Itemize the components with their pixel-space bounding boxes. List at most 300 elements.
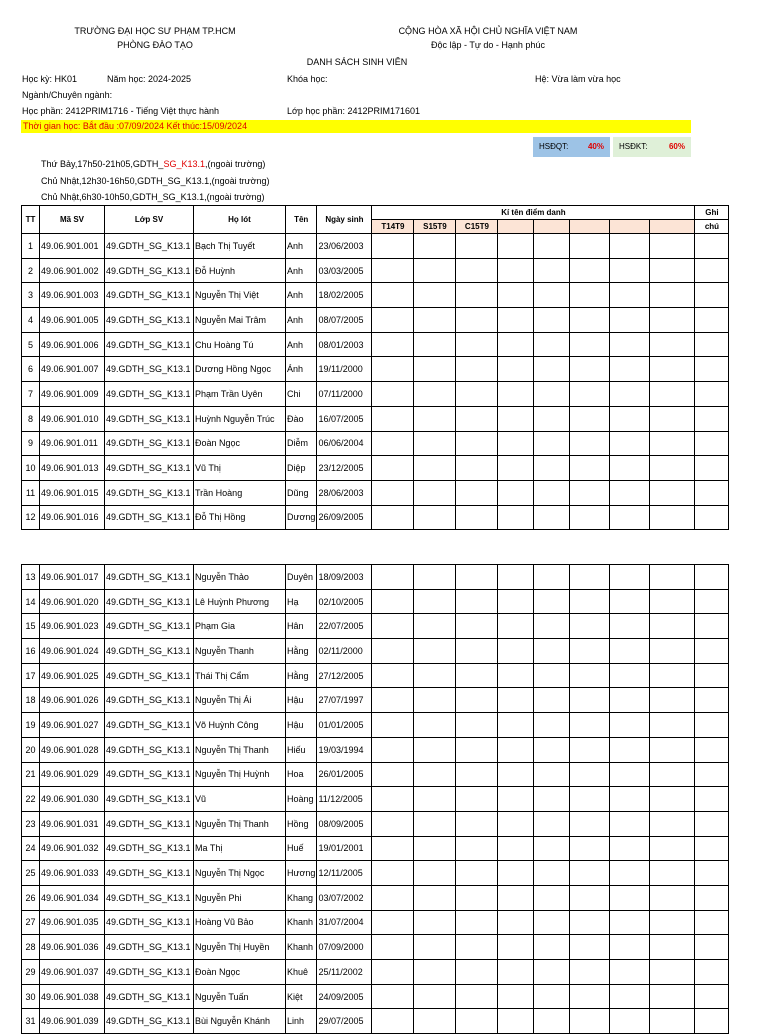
signature-cell[interactable] — [534, 737, 570, 762]
signature-cell[interactable] — [610, 885, 650, 910]
signature-cell[interactable] — [372, 382, 414, 407]
signature-cell[interactable] — [650, 984, 695, 1009]
signature-cell[interactable] — [414, 861, 456, 886]
signature-cell[interactable] — [534, 836, 570, 861]
signature-cell[interactable] — [534, 713, 570, 738]
signature-cell[interactable] — [610, 984, 650, 1009]
signature-cell[interactable] — [534, 308, 570, 333]
signature-cell[interactable] — [414, 258, 456, 283]
signature-cell[interactable] — [414, 456, 456, 481]
signature-cell[interactable] — [570, 787, 610, 812]
signature-cell[interactable] — [610, 258, 650, 283]
signature-cell[interactable] — [498, 480, 534, 505]
signature-cell[interactable] — [534, 505, 570, 530]
signature-cell[interactable] — [570, 737, 610, 762]
note-cell[interactable] — [695, 406, 729, 431]
signature-cell[interactable] — [610, 935, 650, 960]
signature-cell[interactable] — [650, 762, 695, 787]
signature-cell[interactable] — [498, 456, 534, 481]
signature-cell[interactable] — [534, 565, 570, 590]
signature-cell[interactable] — [610, 406, 650, 431]
signature-cell[interactable] — [414, 283, 456, 308]
signature-cell[interactable] — [650, 565, 695, 590]
table-row — [22, 357, 729, 382]
signature-cell[interactable] — [456, 663, 498, 688]
signature-cell[interactable] — [498, 406, 534, 431]
signature-cell[interactable] — [610, 787, 650, 812]
signature-cell[interactable] — [534, 614, 570, 639]
signature-cell[interactable] — [650, 935, 695, 960]
signature-cell[interactable] — [650, 505, 695, 530]
note-cell[interactable] — [695, 234, 729, 259]
signature-cell[interactable] — [570, 984, 610, 1009]
note-cell[interactable] — [695, 713, 729, 738]
signature-cell[interactable] — [372, 234, 414, 259]
signature-cell[interactable] — [650, 589, 695, 614]
signature-cell[interactable] — [570, 639, 610, 664]
signature-cell[interactable] — [372, 505, 414, 530]
note-cell[interactable] — [695, 332, 729, 357]
signature-cell[interactable] — [414, 308, 456, 333]
student-id: 49.06.901.035 — [40, 910, 105, 935]
signature-cell[interactable] — [650, 308, 695, 333]
signature-cell[interactable] — [534, 382, 570, 407]
signature-cell[interactable] — [372, 639, 414, 664]
signature-cell[interactable] — [570, 762, 610, 787]
signature-cell[interactable] — [414, 787, 456, 812]
signature-cell[interactable] — [456, 984, 498, 1009]
signature-cell[interactable] — [414, 737, 456, 762]
student-first-name: Hạ — [286, 589, 317, 614]
signature-cell[interactable] — [456, 639, 498, 664]
signature-cell[interactable] — [414, 762, 456, 787]
signature-cell[interactable] — [534, 861, 570, 886]
signature-cell[interactable] — [650, 787, 695, 812]
student-class: 49.GDTH_SG_K13.1 — [105, 885, 194, 910]
signature-cell[interactable] — [498, 787, 534, 812]
signature-cell[interactable] — [610, 1009, 650, 1034]
signature-cell[interactable] — [498, 688, 534, 713]
signature-cell[interactable] — [534, 258, 570, 283]
signature-cell[interactable] — [498, 713, 534, 738]
signature-cell[interactable] — [456, 737, 498, 762]
signature-cell[interactable] — [498, 258, 534, 283]
note-cell[interactable] — [695, 614, 729, 639]
signature-cell[interactable] — [650, 234, 695, 259]
note-cell[interactable] — [695, 935, 729, 960]
signature-cell[interactable] — [610, 713, 650, 738]
student-birthdate: 07/09/2000 — [317, 935, 372, 960]
signature-cell[interactable] — [570, 565, 610, 590]
signature-cell[interactable] — [570, 406, 610, 431]
note-cell[interactable] — [695, 589, 729, 614]
signature-cell[interactable] — [534, 787, 570, 812]
note-cell[interactable] — [695, 787, 729, 812]
signature-cell[interactable] — [498, 382, 534, 407]
student-last-name: Thái Thị Cẩm — [194, 663, 286, 688]
signature-cell[interactable] — [372, 910, 414, 935]
signature-cell[interactable] — [534, 234, 570, 259]
student-id: 49.06.901.010 — [40, 406, 105, 431]
signature-cell[interactable] — [650, 811, 695, 836]
signature-cell[interactable] — [650, 885, 695, 910]
note-cell[interactable] — [695, 505, 729, 530]
signature-cell[interactable] — [372, 589, 414, 614]
signature-cell[interactable] — [534, 663, 570, 688]
student-class: 49.GDTH_SG_K13.1 — [105, 935, 194, 960]
signature-cell[interactable] — [372, 308, 414, 333]
signature-cell[interactable] — [372, 688, 414, 713]
signature-cell[interactable] — [610, 480, 650, 505]
signature-cell[interactable] — [372, 406, 414, 431]
signature-cell[interactable] — [372, 935, 414, 960]
signature-cell[interactable] — [534, 688, 570, 713]
signature-cell[interactable] — [534, 639, 570, 664]
signature-cell[interactable] — [570, 456, 610, 481]
student-tt: 6 — [22, 357, 40, 382]
signature-cell[interactable] — [456, 234, 498, 259]
signature-cell[interactable] — [456, 713, 498, 738]
signature-cell[interactable] — [650, 614, 695, 639]
signature-cell[interactable] — [650, 1009, 695, 1034]
signature-cell[interactable] — [534, 1009, 570, 1034]
signature-cell[interactable] — [456, 382, 498, 407]
student-class: 49.GDTH_SG_K13.1 — [105, 663, 194, 688]
signature-cell[interactable] — [456, 357, 498, 382]
signature-cell[interactable] — [456, 1009, 498, 1034]
signature-cell[interactable] — [456, 565, 498, 590]
signature-cell[interactable] — [498, 663, 534, 688]
signature-cell[interactable] — [570, 308, 610, 333]
signature-cell[interactable] — [414, 935, 456, 960]
signature-cell[interactable] — [650, 737, 695, 762]
signature-cell[interactable] — [610, 332, 650, 357]
signature-cell[interactable] — [498, 332, 534, 357]
signature-cell[interactable] — [414, 332, 456, 357]
signature-cell[interactable] — [570, 258, 610, 283]
signature-cell[interactable] — [534, 406, 570, 431]
signature-cell[interactable] — [456, 332, 498, 357]
note-cell[interactable] — [695, 811, 729, 836]
note-cell[interactable] — [695, 688, 729, 713]
signature-cell[interactable] — [650, 406, 695, 431]
signature-cell[interactable] — [372, 283, 414, 308]
signature-cell[interactable] — [456, 836, 498, 861]
signature-cell[interactable] — [372, 663, 414, 688]
signature-cell[interactable] — [650, 639, 695, 664]
signature-cell[interactable] — [372, 456, 414, 481]
signature-cell[interactable] — [456, 861, 498, 886]
signature-cell[interactable] — [372, 960, 414, 985]
signature-cell[interactable] — [650, 431, 695, 456]
signature-cell[interactable] — [570, 332, 610, 357]
signature-cell[interactable] — [610, 382, 650, 407]
signature-cell[interactable] — [498, 762, 534, 787]
signature-cell[interactable] — [650, 480, 695, 505]
signature-cell[interactable] — [414, 406, 456, 431]
note-cell[interactable] — [695, 565, 729, 590]
signature-cell[interactable] — [610, 234, 650, 259]
signature-cell[interactable] — [650, 382, 695, 407]
signature-cell[interactable] — [610, 960, 650, 985]
signature-cell[interactable] — [372, 836, 414, 861]
signature-cell[interactable] — [570, 836, 610, 861]
signature-cell[interactable] — [498, 836, 534, 861]
student-birthdate: 02/10/2005 — [317, 589, 372, 614]
signature-cell[interactable] — [610, 639, 650, 664]
signature-cell[interactable] — [650, 663, 695, 688]
signature-cell[interactable] — [414, 960, 456, 985]
signature-cell[interactable] — [372, 480, 414, 505]
signature-cell[interactable] — [372, 431, 414, 456]
note-cell[interactable] — [695, 910, 729, 935]
signature-cell[interactable] — [372, 565, 414, 590]
signature-cell[interactable] — [372, 861, 414, 886]
note-cell[interactable] — [695, 357, 729, 382]
signature-cell[interactable] — [498, 935, 534, 960]
signature-cell[interactable] — [498, 861, 534, 886]
signature-cell[interactable] — [372, 1009, 414, 1034]
signature-cell[interactable] — [414, 480, 456, 505]
signature-cell[interactable] — [610, 456, 650, 481]
signature-cell[interactable] — [570, 960, 610, 985]
signature-cell[interactable] — [498, 505, 534, 530]
session-header: T14T9 — [372, 220, 414, 234]
signature-cell[interactable] — [414, 357, 456, 382]
signature-cell[interactable] — [650, 836, 695, 861]
signature-cell[interactable] — [650, 910, 695, 935]
signature-cell[interactable] — [456, 431, 498, 456]
signature-cell[interactable] — [414, 431, 456, 456]
signature-cell[interactable] — [456, 480, 498, 505]
signature-cell[interactable] — [498, 565, 534, 590]
signature-cell[interactable] — [570, 688, 610, 713]
note-cell[interactable] — [695, 639, 729, 664]
signature-cell[interactable] — [610, 688, 650, 713]
signature-cell[interactable] — [414, 1009, 456, 1034]
note-cell[interactable] — [695, 258, 729, 283]
signature-cell[interactable] — [534, 589, 570, 614]
signature-cell[interactable] — [534, 984, 570, 1009]
signature-cell[interactable] — [456, 614, 498, 639]
signature-cell[interactable] — [456, 910, 498, 935]
signature-cell[interactable] — [456, 505, 498, 530]
signature-cell[interactable] — [650, 332, 695, 357]
signature-cell[interactable] — [498, 984, 534, 1009]
note-cell[interactable] — [695, 762, 729, 787]
signature-cell[interactable] — [456, 787, 498, 812]
signature-cell[interactable] — [498, 639, 534, 664]
signature-cell[interactable] — [570, 505, 610, 530]
signature-cell[interactable] — [610, 283, 650, 308]
signature-cell[interactable] — [570, 910, 610, 935]
note-cell[interactable] — [695, 480, 729, 505]
signature-cell[interactable] — [534, 456, 570, 481]
signature-cell[interactable] — [650, 357, 695, 382]
note-cell[interactable] — [695, 861, 729, 886]
signature-cell[interactable] — [498, 910, 534, 935]
signature-cell[interactable] — [650, 456, 695, 481]
signature-cell[interactable] — [498, 614, 534, 639]
student-class: 49.GDTH_SG_K13.1 — [105, 283, 194, 308]
note-cell[interactable] — [695, 960, 729, 985]
signature-cell[interactable] — [372, 984, 414, 1009]
signature-cell[interactable] — [414, 639, 456, 664]
signature-cell[interactable] — [456, 283, 498, 308]
signature-cell[interactable] — [610, 811, 650, 836]
signature-cell[interactable] — [372, 762, 414, 787]
signature-cell[interactable] — [570, 589, 610, 614]
signature-cell[interactable] — [456, 935, 498, 960]
signature-cell[interactable] — [570, 663, 610, 688]
signature-cell[interactable] — [610, 836, 650, 861]
signature-cell[interactable] — [498, 357, 534, 382]
signature-cell[interactable] — [610, 614, 650, 639]
signature-cell[interactable] — [610, 589, 650, 614]
signature-cell[interactable] — [414, 688, 456, 713]
signature-cell[interactable] — [372, 332, 414, 357]
note-cell[interactable] — [695, 885, 729, 910]
session-header — [610, 220, 650, 234]
signature-cell[interactable] — [534, 811, 570, 836]
signature-cell[interactable] — [534, 431, 570, 456]
note-cell[interactable] — [695, 283, 729, 308]
signature-cell[interactable] — [372, 357, 414, 382]
student-last-name: Nguyễn Thị Huyền — [194, 935, 286, 960]
signature-cell[interactable] — [534, 885, 570, 910]
signature-cell[interactable] — [610, 663, 650, 688]
signature-cell[interactable] — [570, 614, 610, 639]
signature-cell[interactable] — [414, 589, 456, 614]
signature-cell[interactable] — [534, 935, 570, 960]
note-cell[interactable] — [695, 737, 729, 762]
signature-cell[interactable] — [498, 885, 534, 910]
signature-cell[interactable] — [610, 431, 650, 456]
signature-cell[interactable] — [650, 688, 695, 713]
note-cell[interactable] — [695, 1009, 729, 1034]
signature-cell[interactable] — [498, 308, 534, 333]
signature-cell[interactable] — [534, 283, 570, 308]
signature-cell[interactable] — [534, 332, 570, 357]
note-cell[interactable] — [695, 456, 729, 481]
signature-cell[interactable] — [414, 505, 456, 530]
signature-cell[interactable] — [570, 480, 610, 505]
note-cell[interactable] — [695, 663, 729, 688]
signature-cell[interactable] — [456, 406, 498, 431]
signature-cell[interactable] — [414, 565, 456, 590]
signature-cell[interactable] — [570, 935, 610, 960]
signature-cell[interactable] — [456, 811, 498, 836]
signature-cell[interactable] — [498, 737, 534, 762]
signature-cell[interactable] — [498, 234, 534, 259]
signature-cell[interactable] — [456, 308, 498, 333]
signature-cell[interactable] — [570, 811, 610, 836]
signature-cell[interactable] — [456, 456, 498, 481]
student-class: 49.GDTH_SG_K13.1 — [105, 1009, 194, 1034]
signature-cell[interactable] — [414, 234, 456, 259]
signature-cell[interactable] — [456, 762, 498, 787]
signature-cell[interactable] — [414, 910, 456, 935]
signature-cell[interactable] — [372, 713, 414, 738]
signature-cell[interactable] — [414, 663, 456, 688]
signature-cell[interactable] — [570, 283, 610, 308]
signature-cell[interactable] — [610, 861, 650, 886]
signature-cell[interactable] — [372, 737, 414, 762]
signature-cell[interactable] — [456, 885, 498, 910]
signature-cell[interactable] — [456, 688, 498, 713]
signature-cell[interactable] — [570, 885, 610, 910]
signature-cell[interactable] — [534, 960, 570, 985]
signature-cell[interactable] — [372, 811, 414, 836]
signature-cell[interactable] — [570, 1009, 610, 1034]
signature-cell[interactable] — [534, 910, 570, 935]
signature-cell[interactable] — [650, 283, 695, 308]
signature-cell[interactable] — [610, 910, 650, 935]
signature-cell[interactable] — [570, 357, 610, 382]
signature-cell[interactable] — [456, 960, 498, 985]
signature-cell[interactable] — [610, 357, 650, 382]
note-cell[interactable] — [695, 431, 729, 456]
signature-cell[interactable] — [650, 861, 695, 886]
signature-cell[interactable] — [610, 565, 650, 590]
note-cell[interactable] — [695, 984, 729, 1009]
signature-cell[interactable] — [498, 1009, 534, 1034]
signature-cell[interactable] — [498, 589, 534, 614]
signature-cell[interactable] — [570, 861, 610, 886]
signature-cell[interactable] — [372, 787, 414, 812]
signature-cell[interactable] — [570, 713, 610, 738]
student-birthdate: 16/07/2005 — [317, 406, 372, 431]
signature-cell[interactable] — [650, 960, 695, 985]
signature-cell[interactable] — [610, 737, 650, 762]
signature-cell[interactable] — [610, 505, 650, 530]
signature-cell[interactable] — [570, 431, 610, 456]
signature-cell[interactable] — [414, 836, 456, 861]
signature-cell[interactable] — [456, 589, 498, 614]
student-class: 49.GDTH_SG_K13.1 — [105, 234, 194, 259]
signature-cell[interactable] — [456, 258, 498, 283]
student-id: 49.06.901.003 — [40, 283, 105, 308]
signature-cell[interactable] — [534, 480, 570, 505]
note-cell[interactable] — [695, 382, 729, 407]
signature-cell[interactable] — [534, 357, 570, 382]
signature-cell[interactable] — [372, 885, 414, 910]
note-cell[interactable] — [695, 308, 729, 333]
signature-cell[interactable] — [414, 984, 456, 1009]
student-tt: 15 — [22, 614, 40, 639]
signature-cell[interactable] — [414, 885, 456, 910]
signature-cell[interactable] — [534, 762, 570, 787]
signature-cell[interactable] — [650, 713, 695, 738]
signature-cell[interactable] — [414, 614, 456, 639]
signature-cell[interactable] — [610, 762, 650, 787]
signature-cell[interactable] — [570, 234, 610, 259]
signature-cell[interactable] — [498, 960, 534, 985]
signature-cell[interactable] — [414, 713, 456, 738]
semester: Học kỳ: HK01 — [22, 74, 78, 84]
signature-cell[interactable] — [414, 382, 456, 407]
signature-cell[interactable] — [372, 258, 414, 283]
signature-cell[interactable] — [414, 811, 456, 836]
signature-cell[interactable] — [372, 614, 414, 639]
signature-cell[interactable] — [498, 811, 534, 836]
signature-cell[interactable] — [610, 308, 650, 333]
signature-cell[interactable] — [498, 431, 534, 456]
signature-cell[interactable] — [570, 382, 610, 407]
signature-cell[interactable] — [498, 283, 534, 308]
note-cell[interactable] — [695, 836, 729, 861]
signature-cell[interactable] — [650, 258, 695, 283]
